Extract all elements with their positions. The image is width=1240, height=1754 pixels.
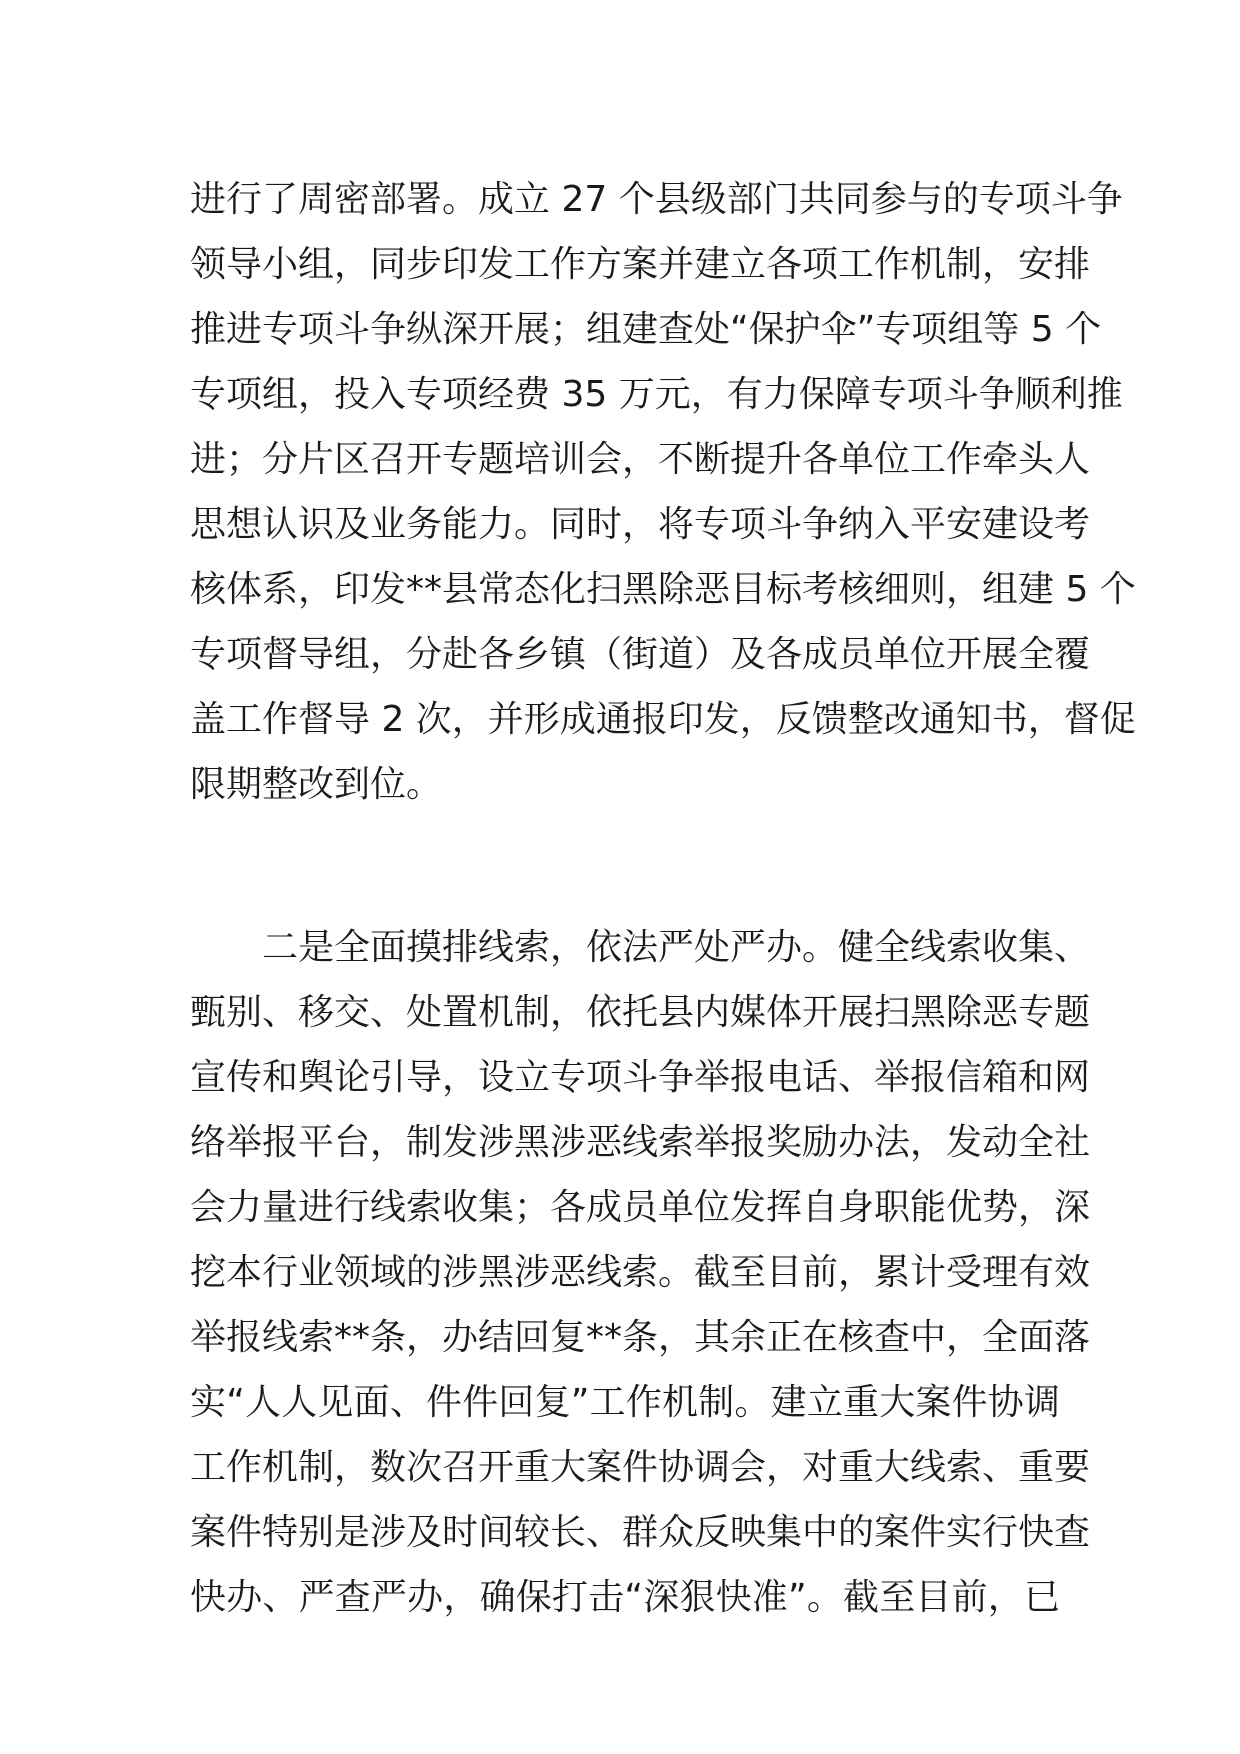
text-line: 宣传和舆论引导，设立专项斗争举报电话、举报信箱和网 [190, 1057, 1091, 1098]
text-line: 思想认识及业务能力。同时，将专项斗争纳入平安建设考 [190, 504, 1091, 545]
text-line: 推进专项斗争纵深开展；组建查处“保护伞”专项组等 5 个 [190, 309, 1102, 350]
text-line: 实“人人见面、件件回复”工作机制。建立重大案件协调 [190, 1382, 1060, 1423]
text-line: 二是全面摸排线索，依法严处严办。健全线索收集、 [190, 927, 1091, 968]
text-line: 核体系，印发**县常态化扫黑除恶目标考核细则，组建 5 个 [190, 569, 1136, 610]
paragraph-clue-investigation [190, 915, 1091, 1630]
text-line: 领导小组，同步印发工作方案并建立各项工作机制，安排 [190, 244, 1091, 285]
text-line: 案件特别是涉及时间较长、群众反映集中的案件实行快查 [190, 1512, 1091, 1553]
text-line: 挖本行业领域的涉黑涉恶线索。截至目前，累计受理有效 [190, 1252, 1091, 1293]
text-line: 专项督导组，分赴各乡镇（街道）及各成员单位开展全覆 [190, 634, 1091, 675]
text-line: 进行了周密部署。成立 27 个县级部门共同参与的专项斗争 [190, 179, 1123, 220]
text-line: 专项组，投入专项经费 35 万元，有力保障专项斗争顺利推 [190, 374, 1123, 415]
text-line: 快办、严查严办，确保打击“深狠快准”。截至目前，已 [190, 1577, 1060, 1618]
text-line: 甄别、移交、处置机制，依托县内媒体开展扫黑除恶专题 [190, 992, 1091, 1033]
paragraph-work-deployment [190, 167, 1136, 817]
text-line: 会力量进行线索收集；各成员单位发挥自身职能优势，深 [190, 1187, 1091, 1228]
text-line: 工作机制，数次召开重大案件协调会，对重大线索、重要 [190, 1447, 1091, 1488]
text-line: 络举报平台，制发涉黑涉恶线索举报奖励办法，发动全社 [190, 1122, 1091, 1163]
text-line: 盖工作督导 2 次，并形成通报印发，反馈整改通知书，督促 [190, 699, 1136, 740]
text-line: 限期整改到位。 [190, 764, 443, 805]
text-line: 进；分片区召开专题培训会，不断提升各单位工作牵头人 [190, 439, 1091, 480]
text-line: 举报线索**条，办结回复**条，其余正在核查中，全面落 [190, 1317, 1091, 1358]
